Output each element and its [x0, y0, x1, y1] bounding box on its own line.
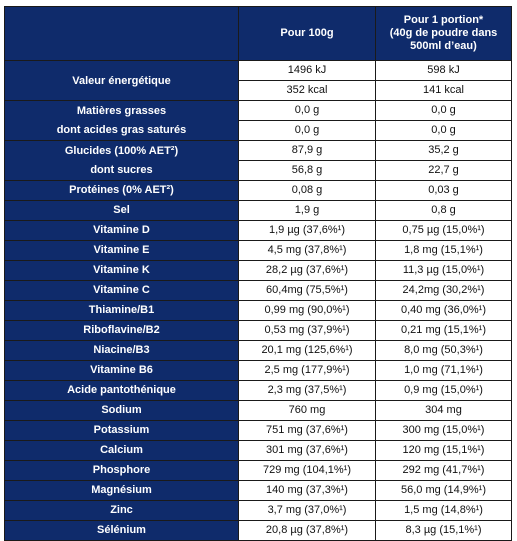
nutrient-label-cell: [5, 361, 239, 381]
nutrient-label-cell: [5, 221, 239, 241]
value-per-100g-cell: [239, 341, 376, 361]
value-per-100g: 60,4mg (75,5%¹): [266, 284, 348, 296]
value-per-100g-cell: [239, 521, 376, 541]
value-per-portion: 1,8 mg (15,1%¹): [404, 244, 483, 256]
value-per-100g: 1,9 µg (37,6%¹): [268, 224, 346, 236]
nutrient-label-cell: [5, 341, 239, 361]
value-per-100g-cell: [239, 281, 376, 301]
value-per-100g-cell: [239, 301, 376, 321]
table-body: [5, 61, 512, 541]
value-per-portion-cell: [376, 221, 512, 241]
value-per-100g-cell: [239, 241, 376, 261]
value-per-portion: 0,03 g: [428, 184, 459, 196]
nutrient-label: Niacine/B3: [93, 344, 150, 356]
value-per-portion-cell: [376, 361, 512, 381]
table-row: [5, 381, 512, 401]
nutrient-label: Vitamine C: [93, 284, 150, 296]
value-per-100g: 20,8 µg (37,8%¹): [265, 524, 349, 536]
value-per-100g-secondary: 56,8 g: [291, 164, 323, 176]
nutrient-label: Valeur énergétique: [72, 74, 171, 87]
value-per-100g: 2,5 mg (177,9%¹): [264, 364, 350, 376]
table-row: [5, 101, 512, 141]
value-per-100g-cell: [239, 361, 376, 381]
value-per-portion: 1,0 mg (71,1%¹): [404, 364, 483, 376]
value-per-portion: 300 mg (15,0%¹): [402, 424, 485, 436]
value-per-portion: 304 mg: [425, 404, 462, 416]
value-per-portion-secondary: 22,7 g: [428, 164, 459, 176]
table-row: [5, 141, 512, 181]
nutrient-label: Sélénium: [97, 524, 146, 536]
table-row: [5, 341, 512, 361]
nutrient-label-cell: [5, 401, 239, 421]
value-per-portion-cell: [376, 281, 512, 301]
value-per-portion: 292 mg (41,7%¹): [402, 464, 485, 476]
table-row: [5, 361, 512, 381]
value-per-portion-cell: [376, 321, 512, 341]
nutrient-label-cell: [5, 61, 239, 101]
nutrient-label-cell: [5, 241, 239, 261]
value-per-portion-cell: [376, 341, 512, 361]
value-per-100g-cell: [239, 141, 376, 181]
nutrient-label-cell: [5, 261, 239, 281]
nutrient-label: Acide pantothénique: [67, 384, 176, 396]
value-per-portion-cell: [376, 181, 512, 201]
value-per-portion: 35,2 g: [376, 141, 511, 161]
value-per-100g-cell: [239, 381, 376, 401]
value-per-100g: 0,0 g: [239, 101, 375, 121]
nutrient-label: Vitamine D: [93, 224, 150, 236]
nutrient-label: Phosphore: [92, 464, 151, 476]
nutrient-sublabel: dont sucres: [90, 163, 153, 176]
table-row: [5, 401, 512, 421]
nutrient-label-cell: [5, 181, 239, 201]
value-per-portion: 8,3 µg (15,1%¹): [405, 524, 482, 536]
value-per-100g: 28,2 µg (37,6%¹): [265, 264, 349, 276]
value-per-portion: 598 kJ: [376, 61, 511, 81]
table-row: [5, 501, 512, 521]
value-per-100g-cell: [239, 481, 376, 501]
value-per-portion: 0,8 g: [431, 204, 456, 216]
table-row: [5, 281, 512, 301]
header-portion-line3: 500ml d’eau): [410, 40, 477, 52]
nutrient-label: Vitamine E: [93, 244, 150, 256]
value-per-portion: 0,75 µg (15,0%¹): [402, 224, 485, 236]
value-per-100g-cell: [239, 441, 376, 461]
value-per-100g: 0,08 g: [291, 184, 323, 196]
value-per-portion-cell: [376, 301, 512, 321]
value-per-100g-cell: [239, 461, 376, 481]
value-per-100g-secondary: 0,0 g: [294, 124, 320, 136]
table-row: [5, 301, 512, 321]
value-per-portion-cell: [376, 481, 512, 501]
nutrient-label-cell: [5, 321, 239, 341]
nutrient-label: Calcium: [100, 444, 143, 456]
nutrient-label-cell: [5, 481, 239, 501]
nutrient-label-cell: [5, 141, 239, 181]
nutrient-label-cell: [5, 201, 239, 221]
value-per-portion-cell: [376, 401, 512, 421]
value-per-portion-secondary: 0,0 g: [431, 124, 456, 136]
value-per-100g: 751 mg (37,6%¹): [266, 424, 348, 436]
table-row: [5, 241, 512, 261]
value-per-portion: 0,21 mg (15,1%¹): [401, 324, 486, 336]
nutrient-label-cell: [5, 381, 239, 401]
value-per-100g: 1496 kJ: [239, 61, 375, 81]
value-per-portion: 0,9 mg (15,0%¹): [404, 384, 483, 396]
value-per-portion-cell: [376, 441, 512, 461]
value-per-portion-cell: [376, 201, 512, 221]
table-row: [5, 261, 512, 281]
table-row: [5, 421, 512, 441]
nutrient-label-cell: [5, 441, 239, 461]
value-per-100g: 0,53 mg (37,9%¹): [264, 324, 350, 336]
table-row: [5, 181, 512, 201]
value-per-portion: 11,3 µg (15,0%¹): [402, 264, 485, 276]
value-per-portion-cell: [376, 421, 512, 441]
value-per-100g: 3,7 mg (37,0%¹): [267, 504, 347, 516]
nutrient-label: Protéines (0% AET²): [69, 184, 174, 196]
value-per-portion: 0,40 mg (36,0%¹): [401, 304, 486, 316]
table-row: [5, 61, 512, 101]
value-per-portion: 0,0 g: [376, 101, 511, 121]
value-per-100g: 4,5 mg (37,8%¹): [267, 244, 347, 256]
value-per-portion-cell: [376, 521, 512, 541]
value-per-portion-cell: [376, 381, 512, 401]
value-per-portion-secondary: 141 kcal: [423, 84, 464, 96]
value-per-100g-cell: [239, 181, 376, 201]
value-per-portion-cell: [376, 501, 512, 521]
nutrient-label-cell: [5, 501, 239, 521]
value-per-portion-cell: [376, 61, 512, 101]
table-row: [5, 481, 512, 501]
nutrient-label-cell: [5, 281, 239, 301]
nutrient-label: Glucides (100% AET²): [64, 144, 179, 157]
table-row: [5, 201, 512, 221]
table-row: [5, 461, 512, 481]
value-per-portion-cell: [376, 101, 512, 141]
nutrient-label: Matières grasses: [76, 104, 167, 117]
nutrient-label: Sodium: [101, 404, 142, 416]
nutrient-label-cell: [5, 521, 239, 541]
value-per-portion: 1,5 mg (14,8%¹): [404, 504, 483, 516]
nutrient-label: Vitamine K: [93, 264, 150, 276]
nutrient-label-cell: [5, 101, 239, 141]
nutrient-label: Sel: [113, 204, 130, 216]
value-per-portion-cell: [376, 241, 512, 261]
value-per-100g: 0,99 mg (90,0%¹): [264, 304, 350, 316]
nutrient-label-cell: [5, 421, 239, 441]
nutrient-label: Riboflavine/B2: [83, 324, 160, 336]
nutrient-label: Magnésium: [91, 484, 152, 496]
value-per-100g-cell: [239, 261, 376, 281]
value-per-portion-cell: [376, 461, 512, 481]
nutrient-sublabel: dont acides gras saturés: [56, 123, 187, 136]
value-per-portion-cell: [376, 261, 512, 281]
nutrient-label-cell: [5, 301, 239, 321]
value-per-100g-secondary: 352 kcal: [286, 84, 328, 96]
value-per-100g: 729 mg (104,1%¹): [262, 464, 352, 476]
table-row: [5, 221, 512, 241]
value-per-100g-cell: [239, 321, 376, 341]
value-per-100g: 760 mg: [288, 404, 326, 416]
value-per-100g-cell: [239, 501, 376, 521]
value-per-portion: 8,0 mg (50,3%¹): [404, 344, 483, 356]
nutrient-label-cell: [5, 461, 239, 481]
value-per-100g: 87,9 g: [239, 141, 375, 161]
value-per-100g: 2,3 mg (37,5%¹): [267, 384, 347, 396]
table-row: [5, 321, 512, 341]
value-per-100g: 140 mg (37,3%¹): [266, 484, 348, 496]
value-per-portion-cell: [376, 141, 512, 181]
value-per-100g-cell: [239, 201, 376, 221]
nutrient-label: Vitamine B6: [90, 364, 153, 376]
value-per-100g: 20,1 mg (125,6%¹): [261, 344, 353, 356]
value-per-100g: 301 mg (37,6%¹): [266, 444, 348, 456]
value-per-100g-cell: [239, 421, 376, 441]
header-per-100g: Pour 100g: [239, 7, 376, 61]
value-per-portion: 24,2mg (30,2%¹): [402, 284, 485, 296]
table-row: [5, 441, 512, 461]
value-per-100g-cell: [239, 101, 376, 141]
header-blank-cell: [5, 7, 239, 61]
header-row: [5, 7, 512, 61]
nutrient-label: Zinc: [110, 504, 133, 516]
header-portion-line2: (40g de poudre dans: [389, 27, 498, 39]
nutrient-label: Potassium: [93, 424, 150, 436]
value-per-portion: 120 mg (15,1%¹): [402, 444, 485, 456]
value-per-100g-cell: [239, 61, 376, 101]
nutrition-table: [4, 6, 512, 541]
nutrient-label: Thiamine/B1: [88, 304, 155, 316]
value-per-100g-cell: [239, 401, 376, 421]
value-per-100g: 1,9 g: [294, 204, 320, 216]
header-portion-line1: Pour 1 portion*: [403, 14, 484, 26]
header-per-portion: [376, 7, 512, 61]
value-per-portion: 56,0 mg (14,9%¹): [401, 484, 486, 496]
value-per-100g-cell: [239, 221, 376, 241]
table-row: [5, 521, 512, 541]
